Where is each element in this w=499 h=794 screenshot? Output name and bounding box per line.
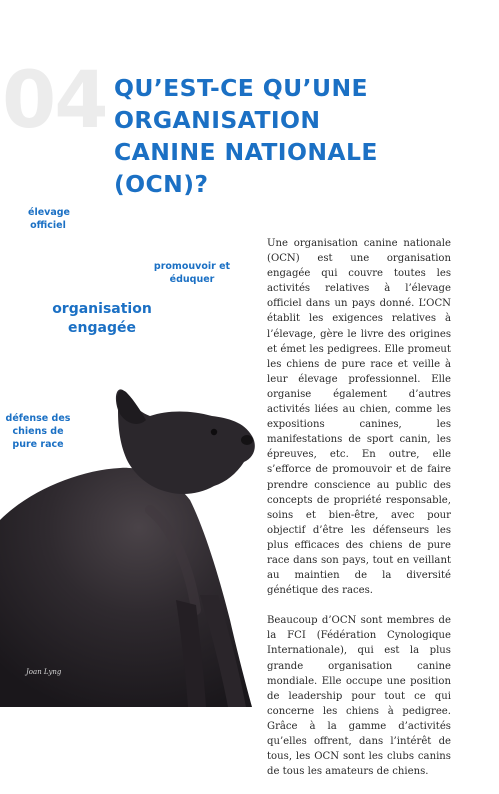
body-paragraph: Beaucoup d’OCN sont membres de la FCI (Fédération Cynologique Internationale), qui est la plus grande organisation canine mondiale. Elle occupe une position de leadership pour tout ce qui concerne les chiens à pedigree. Grâce à la gamme d’activités qu’elles offrent, dans l’intérêt de tous, les OCN sont les clubs canins de tous les amateurs de chiens. [267,615,451,778]
photographer-signature: Joan Lyng [26,668,62,676]
keyword-promouvoir-eduquer: promouvoir et éduquer [153,261,231,285]
title-line: CANINE NATIONALE [114,138,378,166]
title-line: ORGANISATION [114,106,321,134]
dog-eye [211,429,217,435]
french-bulldog-photo [0,380,262,707]
keyword-defense-pure-race: défense des chiens de pure race [5,413,71,450]
title-line: QU’EST-CE QU’UNE [114,74,368,102]
dog-nose [241,435,253,445]
title-line: (OCN)? [114,170,209,198]
keyword-elevage-officiel: élevage officiel [28,207,70,231]
body-text [267,236,451,794]
body-paragraph: Une organisation canine nationale (OCN) est une organisation engagée qui couvre toutes les activités relatives à l’élevage officiel dans un pays donné. L’OCN établit les exigences relatives à l’élevage, gère le livre des origines et émet les pedigrees. Elle promeut les chiens de pure race et veille à leur élevage professionnel. Elle organise également d’autres activités liées au chien, comme les expositions canines, les manifestations de sport canin, les épreuves, etc. En outre, elle s’efforce de promouvoir et de faire prendre conscience au public des concepts de propriété responsable, soins et bien-être, avec pour objectif d’être les défenseurs les plus efficaces des chiens de pure race dans son pays, tout en veillant au maintien de la diversité génétique des races. [267,238,451,597]
keyword-organisation-engagee: organisation engagée [52,301,152,336]
chapter-number: 04 [2,56,107,146]
page-title [114,72,474,200]
